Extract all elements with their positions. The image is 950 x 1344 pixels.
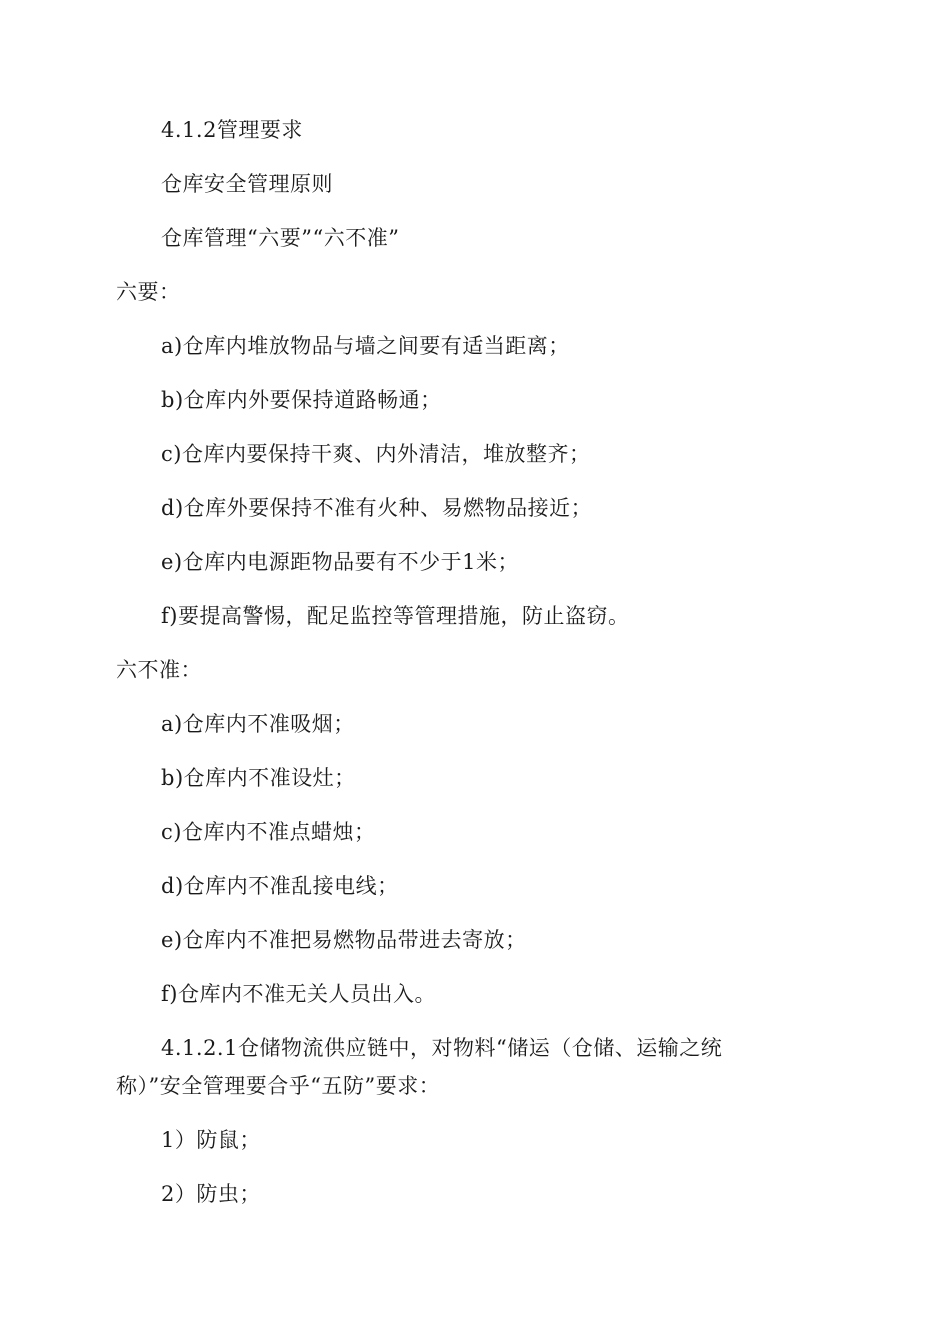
list-item: c)仓库内要保持干爽、内外清洁，堆放整齐； [161, 442, 591, 466]
list-item: f)要提高警惕，配足监控等管理措施，防止盗窃。 [161, 604, 630, 628]
list-item: 1）防鼠； [161, 1128, 261, 1152]
list-item: e)仓库内不准把易燃物品带进去寄放； [161, 928, 527, 952]
list-item: b)仓库内不准设灶； [161, 766, 356, 790]
rules-title: 仓库管理“六要”“六不准” [161, 226, 400, 250]
list-item: b)仓库内外要保持道路畅通； [161, 388, 442, 412]
list-item: f)仓库内不准无关人员出入。 [161, 982, 436, 1006]
list-item: d)仓库内不准乱接电线； [161, 874, 399, 898]
list-item: a)仓库内堆放物品与墙之间要有适当距离； [161, 334, 570, 358]
principle-title: 仓库安全管理原则 [161, 172, 333, 196]
list-item: e)仓库内电源距物品要有不少于1米； [161, 550, 519, 574]
list-item: c)仓库内不准点蜡烛； [161, 820, 376, 844]
section-heading: 4.1.2管理要求 [161, 118, 303, 142]
list-item: d)仓库外要保持不准有火种、易燃物品接近； [161, 496, 593, 520]
six-prohibitions-label: 六不准： [116, 658, 202, 682]
section-paragraph-line2: 称）”安全管理要合乎“五防”要求： [116, 1074, 441, 1098]
six-musts-label: 六要： [116, 280, 181, 304]
list-item: 2）防虫； [161, 1182, 261, 1206]
list-item: a)仓库内不准吸烟； [161, 712, 355, 736]
section-paragraph-line1: 4.1.2.1仓储物流供应链中，对物料“储运（仓储、运输之统 [161, 1036, 723, 1060]
